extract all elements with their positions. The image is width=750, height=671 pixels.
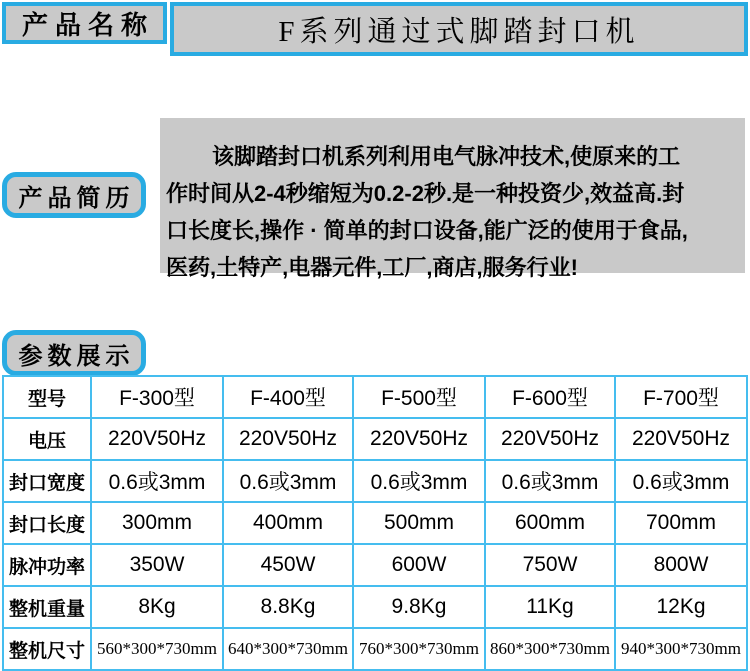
spec-cell: 220V50Hz bbox=[91, 418, 223, 460]
spec-cell: F-300型 bbox=[91, 376, 223, 418]
spec-row-label: 封口长度 bbox=[3, 502, 91, 544]
spec-cell: 600mm bbox=[485, 502, 615, 544]
spec-cell: 560*300*730mm bbox=[91, 628, 223, 670]
spec-row-label: 封口宽度 bbox=[3, 460, 91, 502]
section-label-product-profile: 产品简历 bbox=[2, 172, 146, 218]
spec-cell: 400mm bbox=[223, 502, 353, 544]
spec-cell: 8Kg bbox=[91, 586, 223, 628]
spec-cell: 9.8Kg bbox=[353, 586, 485, 628]
spec-cell: 220V50Hz bbox=[615, 418, 747, 460]
spec-cell: 0.6或3mm bbox=[223, 460, 353, 502]
spec-cell: 11Kg bbox=[485, 586, 615, 628]
product-name-label: 产品名称 bbox=[2, 2, 167, 44]
spec-row-pulse-power bbox=[3, 544, 747, 586]
spec-cell: F-400型 bbox=[223, 376, 353, 418]
spec-cell: 220V50Hz bbox=[485, 418, 615, 460]
description-line: 该脚踏封口机系列利用电气脉冲技术,使原来的工 bbox=[212, 144, 681, 169]
spec-row-dimensions bbox=[3, 628, 747, 670]
section-label-parameters: 参数展示 bbox=[2, 330, 146, 376]
product-description-panel bbox=[160, 118, 745, 280]
spec-cell: 8.8Kg bbox=[223, 586, 353, 628]
spec-cell: 700mm bbox=[615, 502, 747, 544]
spec-cell: 0.6或3mm bbox=[91, 460, 223, 502]
spec-cell: 220V50Hz bbox=[223, 418, 353, 460]
spec-cell: F-700型 bbox=[615, 376, 747, 418]
description-line: 作时间从2-4秒缩短为0.2-2秒.是一种投资少,效益高.封 bbox=[166, 181, 685, 206]
spec-cell: 220V50Hz bbox=[353, 418, 485, 460]
spec-cell: 0.6或3mm bbox=[485, 460, 615, 502]
spec-row-model bbox=[3, 376, 747, 418]
spec-row-seal-length bbox=[3, 502, 747, 544]
spec-row-seal-width bbox=[3, 460, 747, 502]
spec-cell: 860*300*730mm bbox=[485, 628, 615, 670]
spec-cell: 12Kg bbox=[615, 586, 747, 628]
spec-row-voltage bbox=[3, 418, 747, 460]
spec-cell: 760*300*730mm bbox=[353, 628, 485, 670]
spec-cell: 300mm bbox=[91, 502, 223, 544]
spec-cell: 350W bbox=[91, 544, 223, 586]
spec-row-label: 脉冲功率 bbox=[3, 544, 91, 586]
description-line: 口长度长,操作 · 简单的封口设备,能广泛的使用于食品, bbox=[166, 218, 688, 243]
spec-row-label: 电压 bbox=[3, 418, 91, 460]
spec-cell: 500mm bbox=[353, 502, 485, 544]
spec-table bbox=[2, 375, 748, 671]
spec-cell: 0.6或3mm bbox=[615, 460, 747, 502]
spec-row-label: 整机重量 bbox=[3, 586, 91, 628]
spec-cell: 750W bbox=[485, 544, 615, 586]
spec-cell: 940*300*730mm bbox=[615, 628, 747, 670]
spec-cell: 640*300*730mm bbox=[223, 628, 353, 670]
spec-row-label: 整机尺寸 bbox=[3, 628, 91, 670]
spec-cell: 450W bbox=[223, 544, 353, 586]
spec-cell: F-500型 bbox=[353, 376, 485, 418]
spec-row-label: 型号 bbox=[3, 376, 91, 418]
product-title: F系列通过式脚踏封口机 bbox=[170, 2, 748, 56]
spec-row-weight bbox=[3, 586, 747, 628]
description-line: 医药,土特产,电器元件,工厂,商店,服务行业! bbox=[166, 255, 578, 280]
spec-cell: 600W bbox=[353, 544, 485, 586]
spec-cell: F-600型 bbox=[485, 376, 615, 418]
spec-cell: 800W bbox=[615, 544, 747, 586]
spec-cell: 0.6或3mm bbox=[353, 460, 485, 502]
